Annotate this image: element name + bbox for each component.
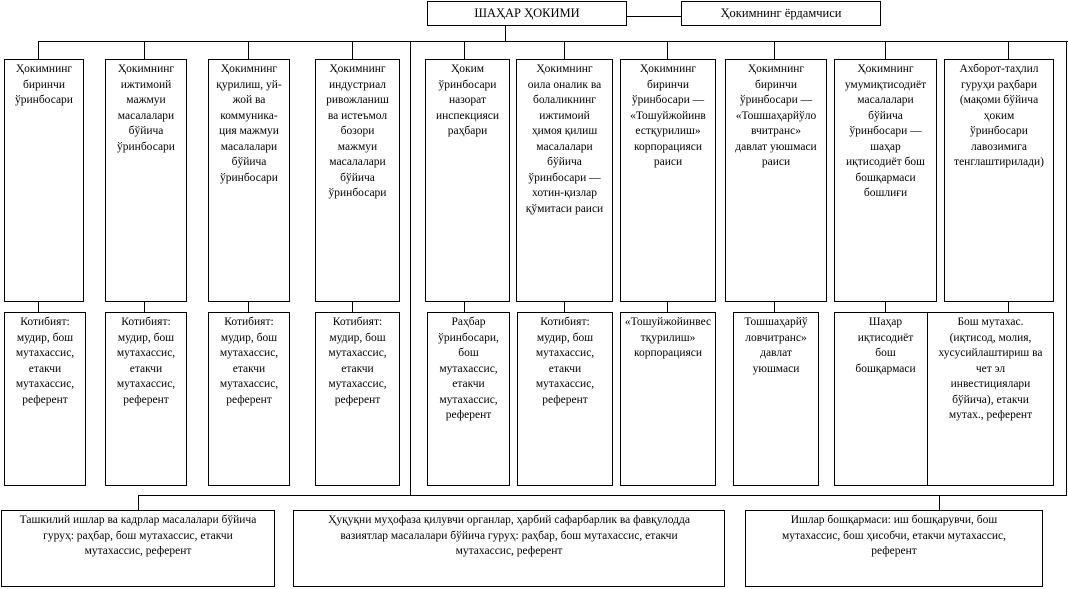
staff-box-8: Тошшаҳарйў ловчитранс» давлат уюшмаси xyxy=(733,312,819,486)
connector-link-2 xyxy=(144,302,145,312)
connector-link-1 xyxy=(38,302,39,312)
staff-box-1: Котибият: мудир, бош мутахассис, етакчи мутахассис, референт xyxy=(4,312,86,486)
staff-box-10: Бош мутахас. (иқтисод, молия, хусусийлаштириш ва чет эл инвестициялари бўйича), етакчи мутах., референт xyxy=(927,312,1054,486)
connector-right-edge xyxy=(1066,41,1067,496)
connector-bottom-1 xyxy=(138,495,139,510)
staff-box-6: Котибият: мудир, бош мутахассис, етакчи мутахассис, референт xyxy=(517,312,613,486)
deputy-box-10: Ахборот-таҳлил гуруҳи раҳбари (мақоми бўйича ҳоким ўринбосари лавозимига тенглаштирилади) xyxy=(944,59,1054,302)
deputy-box-2: Ҳокимнинг ижтимоий мажмуи масалалари бўйича ўринбосари xyxy=(105,59,187,302)
connector-drop-8 xyxy=(774,41,775,59)
connector-mayor-assistant xyxy=(627,16,681,17)
connector-bottom-3 xyxy=(939,495,940,510)
deputy-box-3: Ҳокимнинг қурилиш, уй- жой ва коммуника- ция мажмуи масалалари бўйича ўринбосари xyxy=(208,59,290,302)
assistant-box: Ҳокимнинг ёрдамчиси xyxy=(681,1,881,26)
connector-drop-6 xyxy=(564,41,565,59)
connector-drop-3 xyxy=(248,41,249,59)
deputy-box-6: Ҳокимнинг оила оналик ва болаликнинг ижтимоий ҳимоя қилиш масалалари бўйича ўринбосари — хотин-қизлар қўмитаси раиси xyxy=(516,59,613,302)
connector-link-6 xyxy=(564,302,565,312)
connector-center-trunk xyxy=(410,41,411,496)
connector-drop-7 xyxy=(667,41,668,59)
staff-box-7: «Тошуйжойинвес тқурилиш» корпорацияси xyxy=(620,312,716,486)
connector-link-7 xyxy=(667,302,668,312)
staff-box-2: Котибият: мудир, бош мутахассис, етакчи мутахассис, референт xyxy=(105,312,187,486)
connector-link-10 xyxy=(1008,302,1009,312)
staff-box-4: Котибият: мудир, бош мутахассис, етакчи мутахассис, референт xyxy=(315,312,400,486)
connector-link-9 xyxy=(885,302,886,312)
deputy-box-4: Ҳокимнинг индустриал ривожланиш ва истеъмол бозори мажмуи масалалари бўйича ўринбосари xyxy=(315,59,400,302)
deputy-box-8: Ҳокимнинг биринчи ўринбосари — «Тошшаҳарйўло вчитранс» давлат уюшмаси раиси xyxy=(725,59,827,302)
staff-box-9: Шаҳар иқтисодиёт бош бошқармаси xyxy=(834,312,937,486)
deputy-box-7: Ҳокимнинг биринчи ўринбосари — «Тошуйжойинв естқурилиш» корпорацияси раиси xyxy=(620,59,716,302)
connector-drop-9 xyxy=(885,41,886,59)
connector-drop-1 xyxy=(38,41,39,59)
connector-link-8 xyxy=(774,302,775,312)
connector-drop-5 xyxy=(464,41,465,59)
connector-mayor-down xyxy=(505,26,506,42)
staff-box-5: Раҳбар ўринбосари, бош мутахассис, етакчи мутахассис, референт xyxy=(427,312,510,486)
mayor-box: ШАҲАР ҲОКИМИ xyxy=(427,1,627,26)
connector-drop-2 xyxy=(144,41,145,59)
bottom-box-administration: Ишлар бошқармаси: иш бошқарувчи, бош мутахассис, бош ҳисобчи, етакчи мутахассис, референт xyxy=(745,510,1043,587)
bottom-box-personnel-group: Ташкилий ишлар ва кадрлар масалалари бўйича гуруҳ: раҳбар, бош мутахассис, етакчи мутахассис, референт xyxy=(1,510,275,587)
connector-link-4 xyxy=(352,302,353,312)
deputy-box-9: Ҳокимнинг умумиқтисодиёт масалалари бўйича ўринбосари — шаҳар иқтисодиёт бош бошқармаси бошлиғи xyxy=(834,59,937,302)
staff-box-3: Котибият: мудир, бош мутахассис, етакчи мутахассис, референт xyxy=(208,312,290,486)
connector-drop-4 xyxy=(352,41,353,59)
connector-drop-10 xyxy=(1008,41,1009,59)
connector-top-bus xyxy=(38,41,1068,42)
connector-link-5 xyxy=(464,302,465,312)
deputy-box-1: Ҳокимнинг биринчи ўринбосари xyxy=(4,59,84,302)
bottom-box-law-enforcement-group: Ҳуқуқни муҳофаза қилувчи органлар, ҳарбий сафарбарлик ва фавқулодда вазиятлар масалалари бўйича гуруҳ: раҳбар, бош мутахассис, етакчи мутахассис, референт xyxy=(293,510,725,587)
connector-bottom-bus xyxy=(138,495,1067,496)
deputy-box-5: Ҳоким ўринбосари назорат инспекцияси раҳбари xyxy=(425,59,510,302)
connector-link-3 xyxy=(248,302,249,312)
